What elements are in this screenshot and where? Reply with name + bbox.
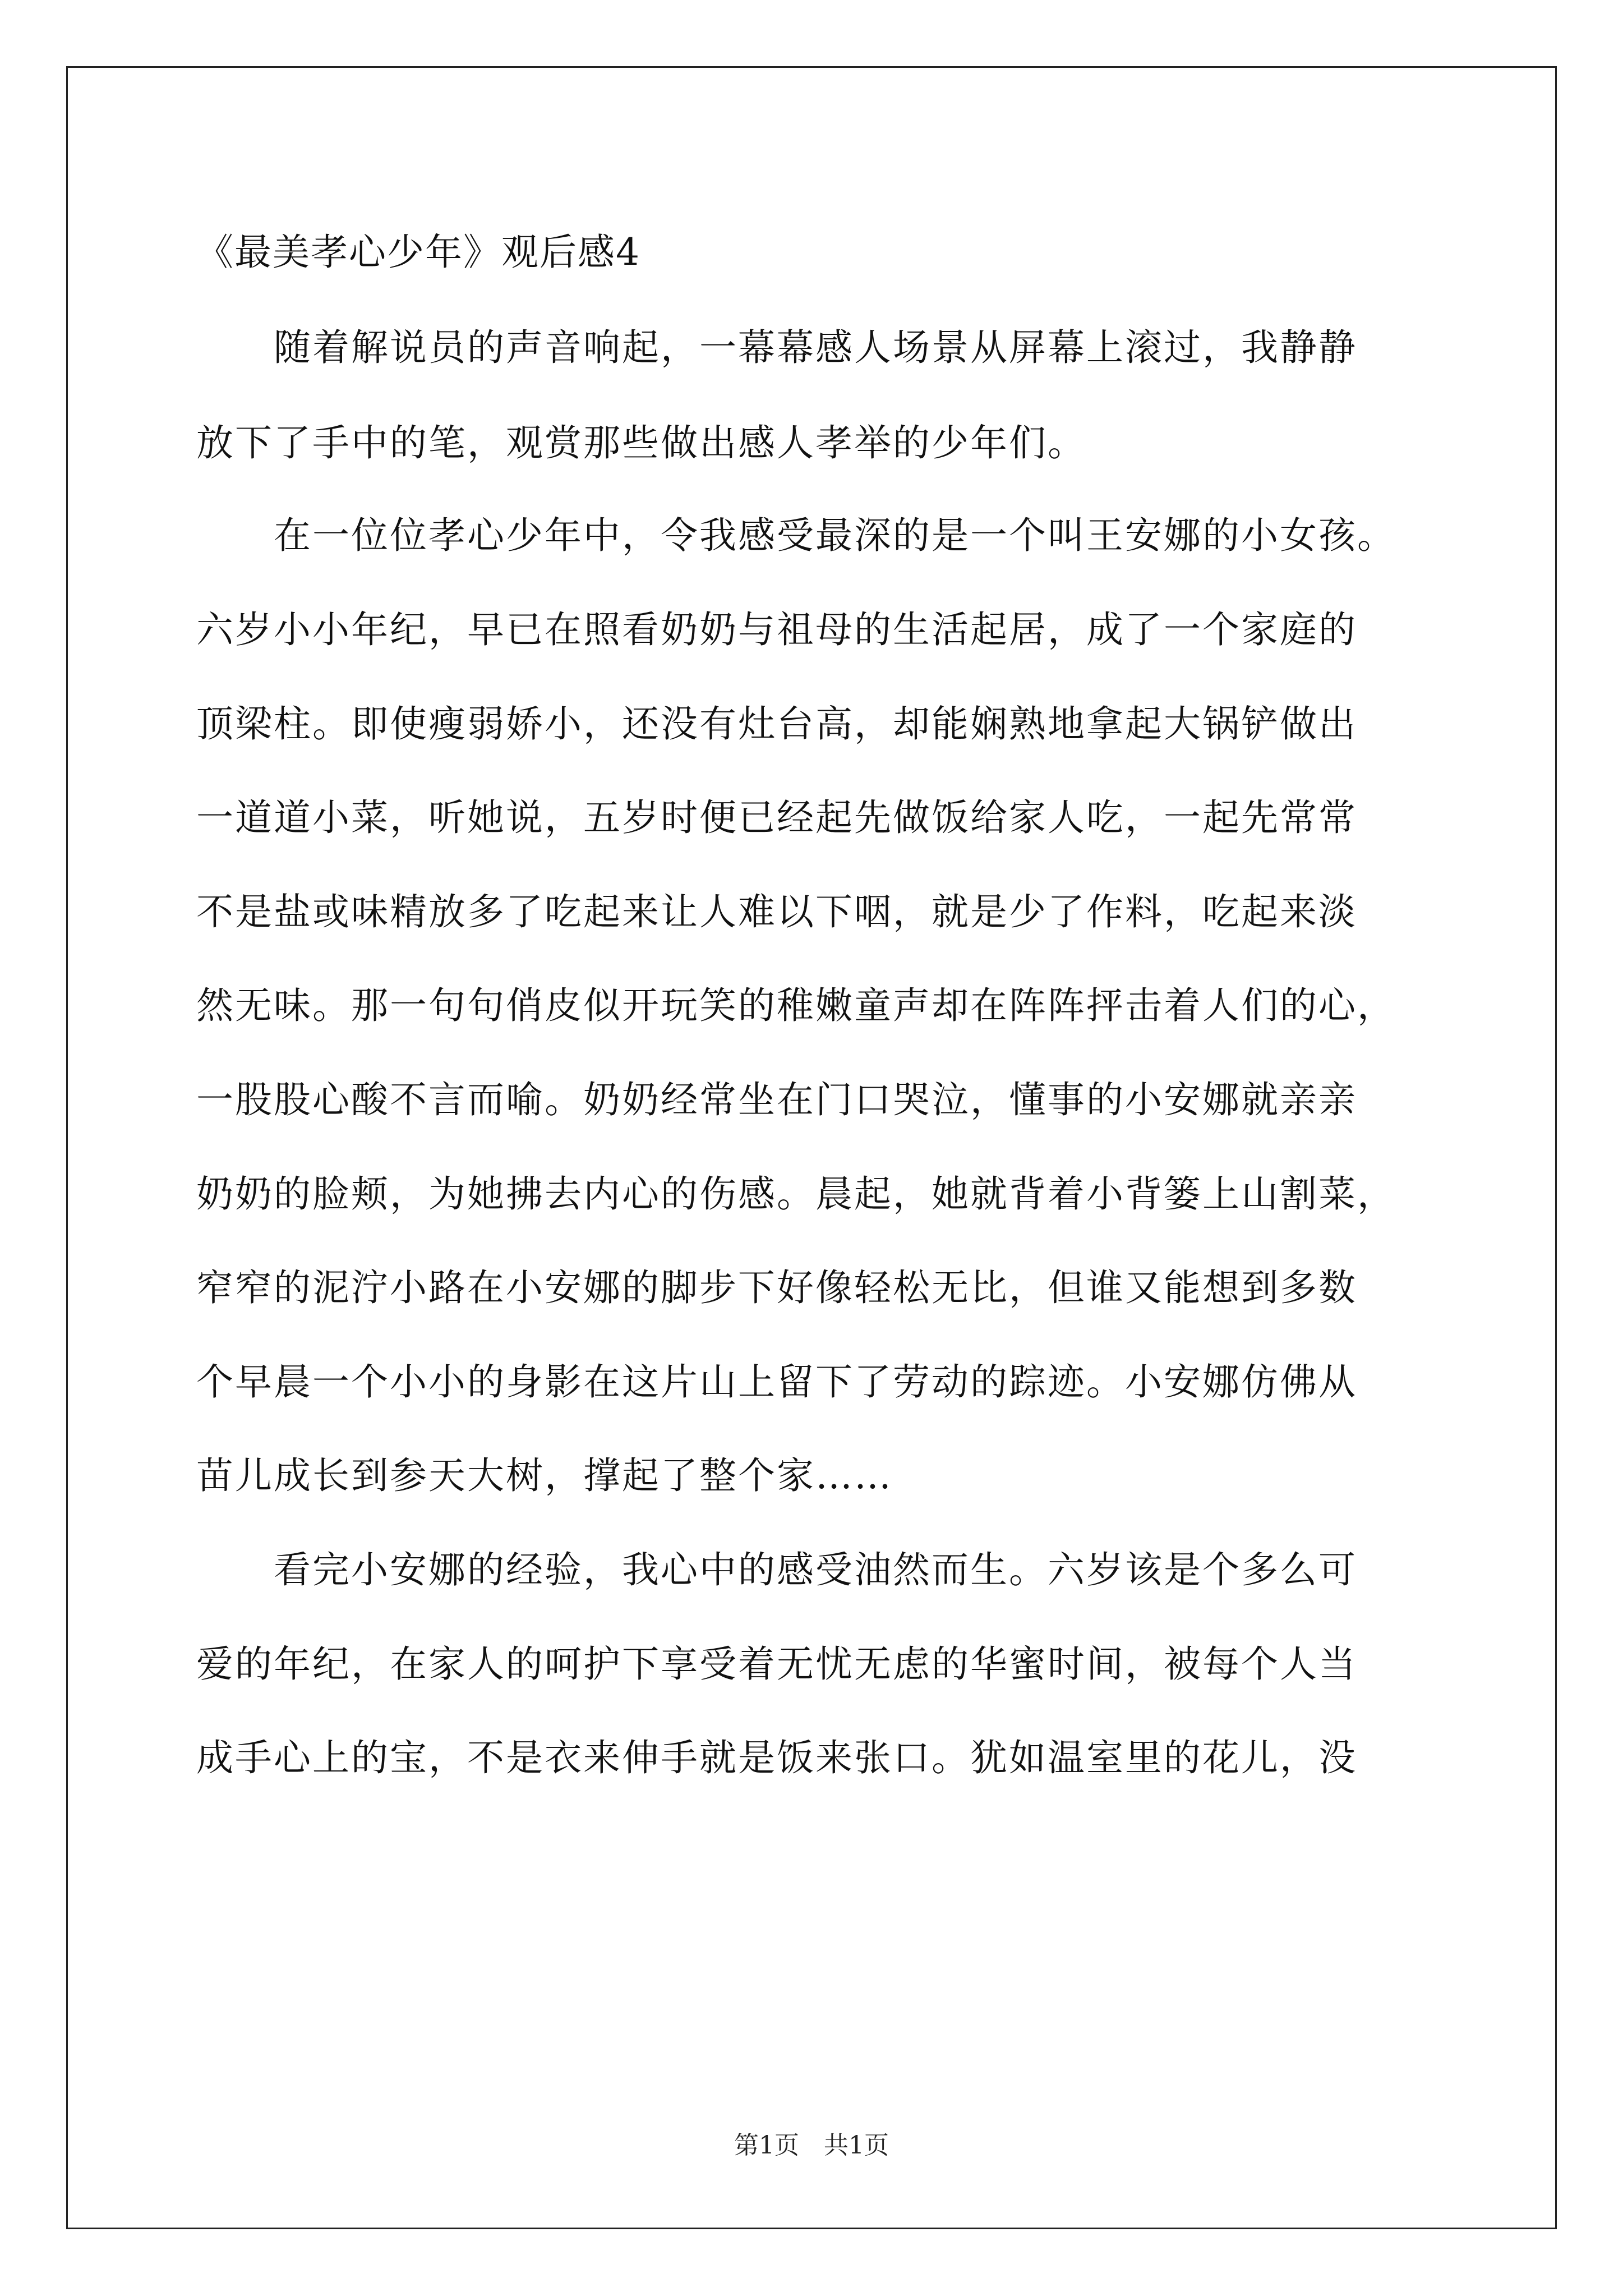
body-line: 顶梁柱。即使瘦弱娇小，还没有灶台高，却能娴熟地拿起大锅铲做出	[196, 702, 1357, 746]
body-line: 窄窄的泥泞小路在小安娜的脚步下好像轻松无比，但谁又能想到多数	[196, 1266, 1357, 1309]
body-line: 在一位位孝心少年中，令我感受最深的是一个叫王安娜的小女孩。	[196, 514, 1396, 557]
document-title: 《最美孝心少年》观后感4	[196, 231, 640, 274]
body-line: 放下了手中的笔，观赏那些做出感人孝举的少年们。	[196, 421, 1086, 464]
page-number-footer: 第1页 共1页	[734, 2131, 889, 2160]
body-line: 爱的年纪，在家人的呵护下享受着无忧无虑的华蜜时间，被每个人当	[196, 1642, 1357, 1686]
body-line: 个早晨一个小小的身影在这片山上留下了劳动的踪迹。小安娜仿佛从	[196, 1360, 1357, 1404]
body-line: 苗儿成长到参天大树，撑起了整个家……	[196, 1454, 893, 1497]
body-line: 不是盐或味精放多了吃起来让人难以下咽，就是少了作料，吃起来淡	[196, 890, 1357, 933]
body-line: 一股股心酸不言而喻。奶奶经常坐在门口哭泣，懂事的小安娜就亲亲	[196, 1078, 1357, 1121]
page-border	[66, 66, 1557, 2229]
body-line: 一道道小菜，听她说，五岁时便已经起先做饭给家人吃，一起先常常	[196, 796, 1357, 839]
body-line: 奶奶的脸颊，为她拂去内心的伤感。晨起，她就背着小背篓上山割菜，	[196, 1172, 1396, 1216]
body-line: 六岁小小年纪，早已在照看奶奶与祖母的生活起居，成了一个家庭的	[196, 608, 1357, 651]
body-line: 随着解说员的声音响起，一幕幕感人场景从屏幕上滚过，我静静	[196, 326, 1357, 369]
body-line: 然无味。那一句句俏皮似开玩笑的稚嫩童声却在阵阵抨击着人们的心，	[196, 984, 1396, 1027]
body-line: 看完小安娜的经验，我心中的感受油然而生。六岁该是个多么可	[196, 1548, 1357, 1591]
body-line: 成手心上的宝，不是衣来伸手就是饭来张口。犹如温室里的花儿，没	[196, 1736, 1357, 1779]
